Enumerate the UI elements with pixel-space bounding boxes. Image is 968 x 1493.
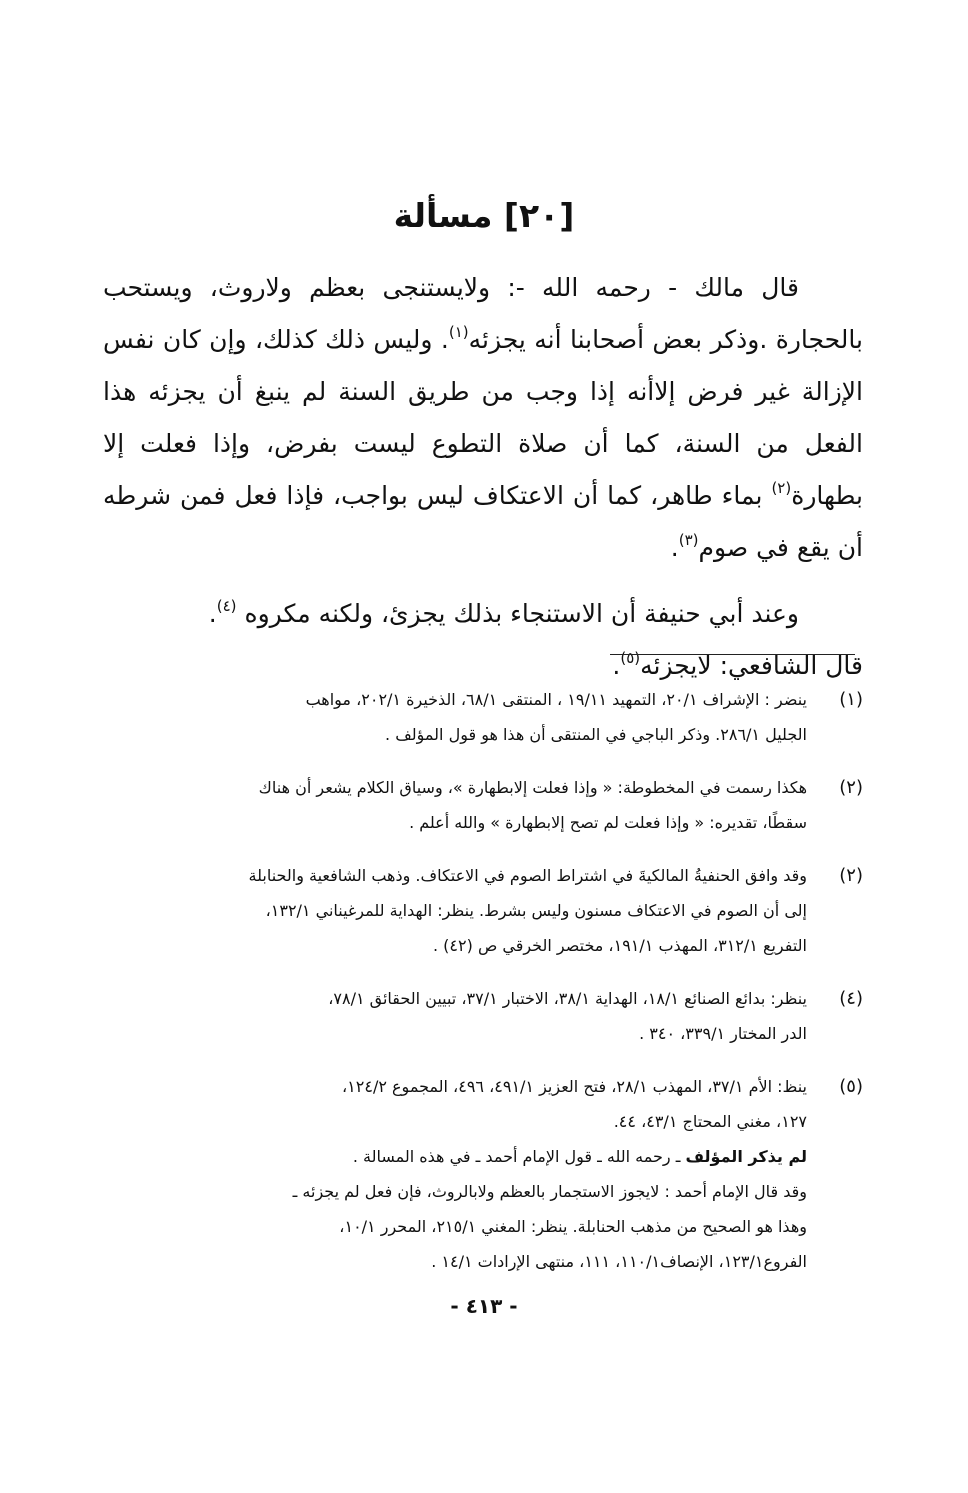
footnote-text [103,770,807,840]
footnote-line: ينضر : الإشراف ٢٠/١، التمهيد ١٩/١١ ، المنتقى ٦٨/١، الذخيرة ٢٠٢/١، مواهب [305,690,807,709]
paragraph-malik-part-3: بماء طاهر، كما أن الاعتكاف ليس بواجب، فإذا فعل فمن شرطه أن يقع في صوم [103,481,863,562]
page-number: - ٤١٣ - [450,1294,518,1318]
footnote-line: الجليل ٢٨٦/١. وذكر الباجي في المنتقى أن هذا هو قول المؤلف . [385,725,807,744]
footnote-ref-1: (١) [448,322,469,341]
main-text [103,262,863,692]
footnote-3 [103,858,863,963]
footnote-text [103,682,807,752]
footnote-number: (١) [839,689,863,710]
footnote-number: (٥) [839,1076,863,1097]
paragraph-abu-hanifa-end: . [208,599,217,628]
paragraph-abu-hanifa [103,588,863,640]
paragraph-abu-hanifa-text: وعند أبي حنيفة أن الاستنجاء بذلك يجزئ، ولكنه مكروه [236,599,799,628]
footnote-note-rest: ـ رحمه الله ـ قول الإمام أحمد ـ في هذه المسالة . [352,1147,686,1166]
section-title: [٢٠] مسألة [393,196,575,235]
paragraph-malik [103,262,863,574]
footnote-text [103,858,807,963]
footnote-line: هكذا رسمت في المخطوطة: « وإذا فعلت إلابطهارة »، وسياق الكلام يشعر أن هناك [258,778,807,797]
footnote-line: الفروع١٢٣/١، الإنصاف١١٠/١، ١١١، منتهى الإرادات ١٤/١ . [431,1252,807,1271]
paragraph-shafii-end: . [612,651,621,680]
footnote-number: (٢) [839,777,863,798]
footnote-line: وقد قال الإمام أحمد : لايجوز الاستجمار بالعظم ولابالروث، فإن فعل لم يجزئه ـ [292,1182,807,1201]
footnote-note-lead: لم يذكر المؤلف [685,1147,807,1166]
paragraph-malik-part-4: . [670,533,679,562]
footnote-ref-4: (٤) [216,596,237,615]
footnote-2 [103,770,863,840]
paragraph-shafii-text: قال الشافعي: لايجزئه [640,651,863,680]
footnote-line: ينظ: الأم ٣٧/١، المهذب ٢٨/١، فتح العزيز ٤٩١/١، ٤٩٦، المجموع ١٢٤/٢، [341,1077,807,1096]
footnote-ref-3: (٣) [678,530,699,549]
paragraph-malik-part-1: قال مالك - رحمه الله -: ولايستنجى بعظم ولاروث، ويستحب بالحجارة .وذكر بعض أصحابنا أنه يجزئه [103,273,863,354]
paragraph-malik-part-2: . وليس ذلك كذلك، وإن كان نفس الإزالة غير فرض إلاأنه إذا وجب من طريق السنة لم ينبغ أن يجزئه هذا الفعل من السنة، كما أن صلاة التطوع ليست بفرض، وإذا فعلت إلا بطهارة [103,325,863,510]
footnote-divider [610,654,855,655]
footnote-line: ١٢٧، مغني المحتاج ٤٣/١، ٤٤. [613,1112,807,1131]
footnote-1 [103,682,863,752]
footnote-number: (٢) [839,865,863,886]
footnote-note-line [103,1139,807,1174]
footnote-line: وهذا هو الصحيح من مذهب الحنابلة. ينظر: المغني ٢١٥/١، المحرر ١٠/١، [339,1217,807,1236]
footnote-line: الدر المختار ٣٣٩/١، ٣٤٠ . [639,1024,807,1043]
footnote-line: سقطًا، تقديره: « وإذا فعلت لم تصح إلابطهارة » والله أعلم . [409,813,807,832]
footnote-line: وقد وافق الحنفيةُ المالكيةَ في اشتراط الصوم في الاعتكاف. وذهب الشافعية والحنابلة [248,866,807,885]
footnote-text [103,981,807,1051]
footnote-number: (٤) [839,988,863,1009]
footnotes [103,682,863,1297]
footnote-line: إلى أن الصوم في الاعتكاف مسنون وليس بشرط. ينظر: الهداية للمرغيناني ١٣٢/١، [265,901,807,920]
footnote-line: التفريع ٣١٢/١، المهذب ١٩١/١، مختصر الخرقي ص (٤٢) . [433,936,807,955]
footnote-text [103,1069,807,1279]
footnote-5 [103,1069,863,1279]
footnote-ref-5: (٥) [620,648,641,667]
footnote-4 [103,981,863,1051]
footnote-line: ينظر: بدائع الصنائع ١٨/١، الهداية ٣٨/١، الاختبار ٣٧/١، تبيين الحقائق ٧٨/١، [328,989,807,1008]
footnote-ref-2: (٢) [771,478,792,497]
